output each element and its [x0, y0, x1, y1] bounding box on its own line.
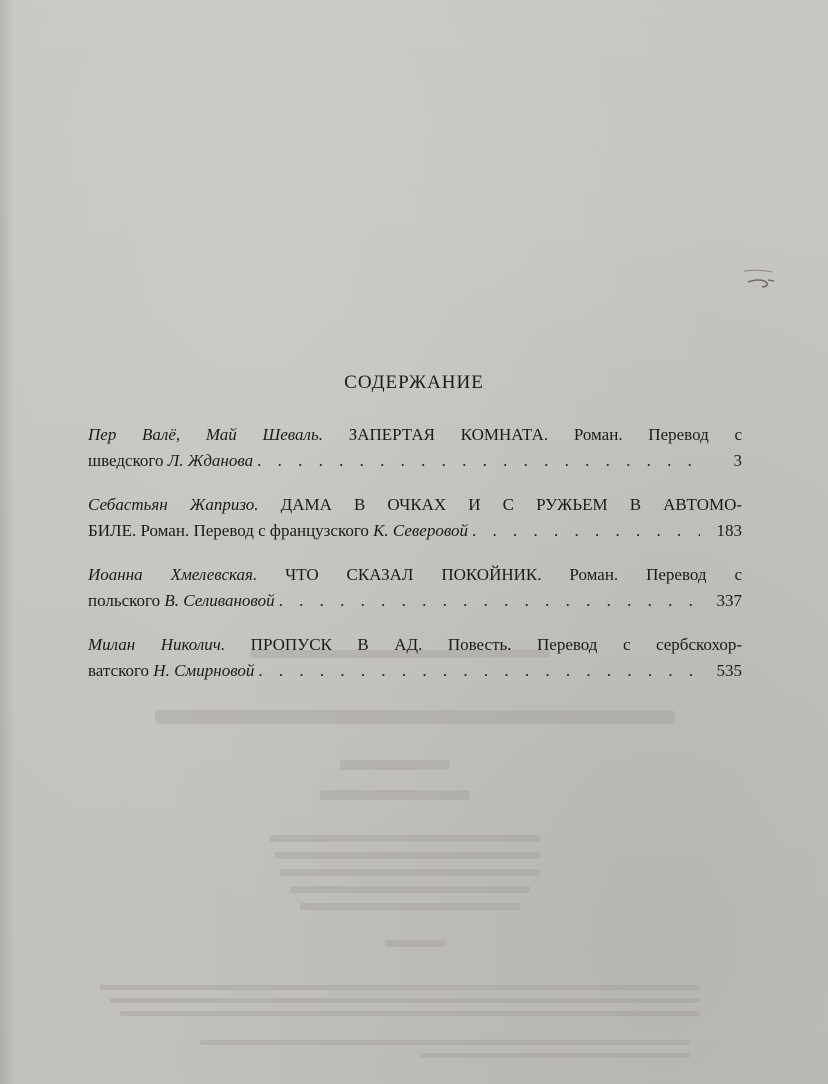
toc-author: Себастьян Жапризо. [88, 495, 259, 514]
toc-page-number: 3 [733, 451, 742, 470]
leader-dots [279, 588, 700, 614]
toc-entry-line2 [88, 448, 742, 474]
toc-work-continued: БИЛЕ. Роман. Перевод с французского [88, 521, 369, 540]
toc-entry-line2 [88, 588, 742, 614]
show-through-texture [0, 640, 828, 1080]
toc-translator: Н. Смирновой [153, 661, 255, 680]
toc-entry [88, 562, 742, 614]
leader-dots [472, 518, 700, 544]
toc-entry [88, 422, 742, 474]
toc-work-continued: польского [88, 591, 161, 610]
leader-dots [257, 448, 700, 474]
pencil-mark [742, 268, 778, 290]
toc-entry-line2 [88, 518, 742, 544]
toc-work: ЧТО СКАЗАЛ ПОКОЙНИК. Роман. Перевод с [285, 565, 743, 584]
toc-author: Пер Валё, Май Шеваль. [88, 425, 323, 444]
toc-entry-line1 [88, 492, 742, 518]
toc-work-continued: ватского [88, 661, 150, 680]
leader-dots [258, 658, 700, 684]
toc-translator: Л. Жданова [167, 451, 254, 470]
toc-work: ЗАПЕРТАЯ КОМНАТА. Роман. Перевод с [348, 425, 743, 444]
page-edge-shadow [0, 0, 14, 1084]
toc-work: ПРОПУСК В АД. Повесть. Перевод с сербскохор- [250, 635, 742, 654]
toc-author: Милан Николич. [88, 635, 226, 654]
table-of-contents [88, 422, 742, 702]
contents-heading: СОДЕРЖАНИЕ [344, 372, 484, 393]
toc-entry-line1 [88, 632, 742, 658]
toc-translator: В. Селивановой [164, 591, 275, 610]
toc-entry [88, 492, 742, 544]
toc-entry [88, 632, 742, 684]
toc-entry-line1 [88, 422, 742, 448]
toc-work: ДАМА В ОЧКАХ И С РУЖЬЕМ В АВТОМО- [280, 495, 743, 514]
toc-page-number: 337 [716, 591, 742, 610]
toc-translator: К. Северовой [373, 521, 469, 540]
toc-work-continued: шведского [88, 451, 164, 470]
toc-author: Иоанна Хмелевская. [88, 565, 258, 584]
toc-entry-line2 [88, 658, 742, 684]
toc-page-number: 183 [716, 521, 742, 540]
toc-entry-line1 [88, 562, 742, 588]
toc-page-number: 535 [716, 661, 742, 680]
